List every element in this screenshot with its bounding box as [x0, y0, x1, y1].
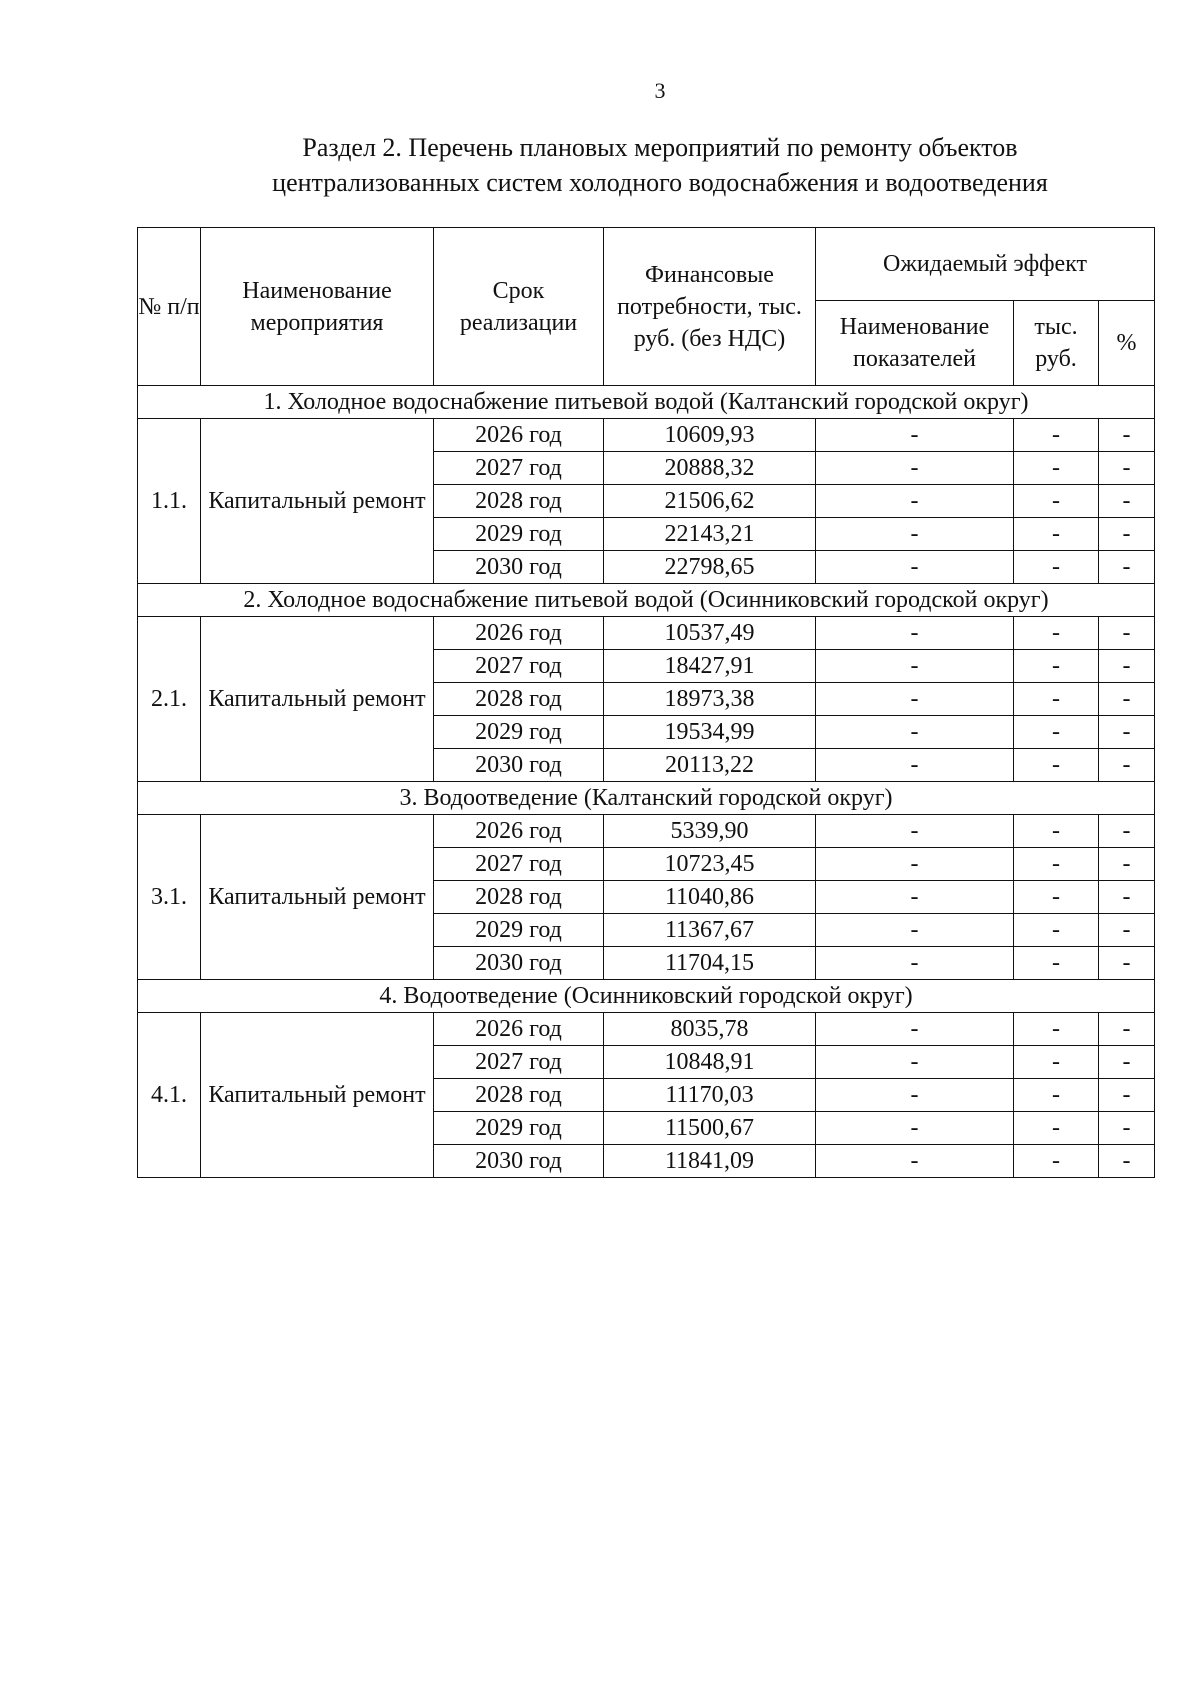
effect-pct: - — [1099, 716, 1155, 749]
year-cell: 2026 год — [434, 419, 604, 452]
year-cell: 2030 год — [434, 749, 604, 782]
effect-rub: - — [1014, 1046, 1099, 1079]
indicator-name: - — [816, 749, 1014, 782]
finance-value: 10848,91 — [604, 1046, 816, 1079]
section-title — [0, 130, 1200, 200]
effect-rub: - — [1014, 518, 1099, 551]
finance-value: 20888,32 — [604, 452, 816, 485]
measure-name: Капитальный ремонт — [201, 1013, 434, 1178]
header-num: № п/п — [138, 228, 201, 386]
indicator-name: - — [816, 617, 1014, 650]
effect-pct: - — [1099, 485, 1155, 518]
section-row — [138, 386, 1155, 419]
year-cell: 2029 год — [434, 716, 604, 749]
effect-rub: - — [1014, 1145, 1099, 1178]
indicator-name: - — [816, 452, 1014, 485]
effect-pct: - — [1099, 617, 1155, 650]
effect-pct: - — [1099, 1145, 1155, 1178]
effect-rub: - — [1014, 815, 1099, 848]
indicator-name: - — [816, 419, 1014, 452]
effect-pct: - — [1099, 1079, 1155, 1112]
effect-rub: - — [1014, 617, 1099, 650]
effect-rub: - — [1014, 1013, 1099, 1046]
header-effect-name: Наименование показателей — [816, 301, 1014, 386]
finance-value: 20113,22 — [604, 749, 816, 782]
year-cell: 2029 год — [434, 914, 604, 947]
year-cell: 2026 год — [434, 617, 604, 650]
indicator-name: - — [816, 848, 1014, 881]
finance-value: 10609,93 — [604, 419, 816, 452]
indicator-name: - — [816, 947, 1014, 980]
finance-value: 8035,78 — [604, 1013, 816, 1046]
finance-value: 22143,21 — [604, 518, 816, 551]
effect-rub: - — [1014, 848, 1099, 881]
effect-pct: - — [1099, 419, 1155, 452]
year-cell: 2027 год — [434, 848, 604, 881]
measure-number: 2.1. — [138, 617, 201, 782]
effect-pct: - — [1099, 452, 1155, 485]
finance-value: 21506,62 — [604, 485, 816, 518]
table-row — [138, 815, 1155, 848]
year-cell: 2029 год — [434, 1112, 604, 1145]
year-cell: 2026 год — [434, 1013, 604, 1046]
measure-name: Капитальный ремонт — [201, 617, 434, 782]
measure-name: Капитальный ремонт — [201, 419, 434, 584]
effect-pct: - — [1099, 815, 1155, 848]
year-cell: 2030 год — [434, 551, 604, 584]
indicator-name: - — [816, 1046, 1014, 1079]
section-row — [138, 980, 1155, 1013]
header-term: Срок реализации — [434, 228, 604, 386]
measure-number: 3.1. — [138, 815, 201, 980]
year-cell: 2030 год — [434, 1145, 604, 1178]
year-cell: 2027 год — [434, 650, 604, 683]
header-effect-pct: % — [1099, 301, 1155, 386]
effect-rub: - — [1014, 650, 1099, 683]
year-cell: 2027 год — [434, 452, 604, 485]
finance-value: 19534,99 — [604, 716, 816, 749]
indicator-name: - — [816, 1145, 1014, 1178]
table-row — [138, 1013, 1155, 1046]
effect-rub: - — [1014, 485, 1099, 518]
indicator-name: - — [816, 914, 1014, 947]
indicator-name: - — [816, 1112, 1014, 1145]
year-cell: 2027 год — [434, 1046, 604, 1079]
effect-pct: - — [1099, 650, 1155, 683]
effect-rub: - — [1014, 947, 1099, 980]
year-cell: 2030 год — [434, 947, 604, 980]
year-cell: 2028 год — [434, 1079, 604, 1112]
section-title-cell: 2. Холодное водоснабжение питьевой водой (Осинниковский городской округ) — [138, 584, 1155, 617]
effect-rub: - — [1014, 452, 1099, 485]
section-row — [138, 584, 1155, 617]
finance-value: 11500,67 — [604, 1112, 816, 1145]
effect-pct: - — [1099, 1013, 1155, 1046]
finance-value: 10537,49 — [604, 617, 816, 650]
indicator-name: - — [816, 683, 1014, 716]
effect-rub: - — [1014, 683, 1099, 716]
indicator-name: - — [816, 485, 1014, 518]
effect-pct: - — [1099, 518, 1155, 551]
indicator-name: - — [816, 1013, 1014, 1046]
effect-rub: - — [1014, 1079, 1099, 1112]
effect-pct: - — [1099, 749, 1155, 782]
table-row — [138, 617, 1155, 650]
finance-value: 5339,90 — [604, 815, 816, 848]
year-cell: 2029 год — [434, 518, 604, 551]
indicator-name: - — [816, 716, 1014, 749]
year-cell: 2028 год — [434, 881, 604, 914]
effect-rub: - — [1014, 914, 1099, 947]
finance-value: 22798,65 — [604, 551, 816, 584]
header-name: Наименование мероприятия — [201, 228, 434, 386]
finance-value: 11841,09 — [604, 1145, 816, 1178]
measure-name: Капитальный ремонт — [201, 815, 434, 980]
page-number: 3 — [654, 78, 666, 103]
header-effect-rub: тыс. руб. — [1014, 301, 1099, 386]
effect-rub: - — [1014, 881, 1099, 914]
effect-pct: - — [1099, 947, 1155, 980]
effect-rub: - — [1014, 551, 1099, 584]
finance-value: 18427,91 — [604, 650, 816, 683]
effect-pct: - — [1099, 683, 1155, 716]
effect-pct: - — [1099, 848, 1155, 881]
finance-value: 11040,86 — [604, 881, 816, 914]
effect-pct: - — [1099, 1112, 1155, 1145]
year-cell: 2028 год — [434, 485, 604, 518]
year-cell: 2026 год — [434, 815, 604, 848]
year-cell: 2028 год — [434, 683, 604, 716]
indicator-name: - — [816, 650, 1014, 683]
finance-value: 18973,38 — [604, 683, 816, 716]
section-title-cell: 3. Водоотведение (Калтанский городской округ) — [138, 782, 1155, 815]
finance-value: 11704,15 — [604, 947, 816, 980]
finance-value: 10723,45 — [604, 848, 816, 881]
effect-pct: - — [1099, 551, 1155, 584]
section-title-cell: 1. Холодное водоснабжение питьевой водой (Калтанский городской округ) — [138, 386, 1155, 419]
effect-rub: - — [1014, 749, 1099, 782]
measures-table — [137, 227, 1155, 1178]
section-row — [138, 782, 1155, 815]
indicator-name: - — [816, 881, 1014, 914]
finance-value: 11170,03 — [604, 1079, 816, 1112]
header-effect: Ожидаемый эффект — [816, 228, 1155, 301]
header-finance: Финансовые потребности, тыс. руб. (без НДС) — [604, 228, 816, 386]
finance-value: 11367,67 — [604, 914, 816, 947]
effect-pct: - — [1099, 1046, 1155, 1079]
table-row — [138, 419, 1155, 452]
effect-pct: - — [1099, 914, 1155, 947]
measure-number: 1.1. — [138, 419, 201, 584]
effect-rub: - — [1014, 419, 1099, 452]
effect-rub: - — [1014, 1112, 1099, 1145]
indicator-name: - — [816, 815, 1014, 848]
section-title-cell: 4. Водоотведение (Осинниковский городской округ) — [138, 980, 1155, 1013]
indicator-name: - — [816, 518, 1014, 551]
measure-number: 4.1. — [138, 1013, 201, 1178]
section-title-line-2: централизованных систем холодного водоснабжения и водоотведения — [272, 168, 1048, 197]
section-title-line-1: Раздел 2. Перечень плановых мероприятий по ремонту объектов — [302, 133, 1018, 162]
effect-pct: - — [1099, 881, 1155, 914]
effect-rub: - — [1014, 716, 1099, 749]
table-body — [138, 386, 1155, 1178]
indicator-name: - — [816, 551, 1014, 584]
indicator-name: - — [816, 1079, 1014, 1112]
